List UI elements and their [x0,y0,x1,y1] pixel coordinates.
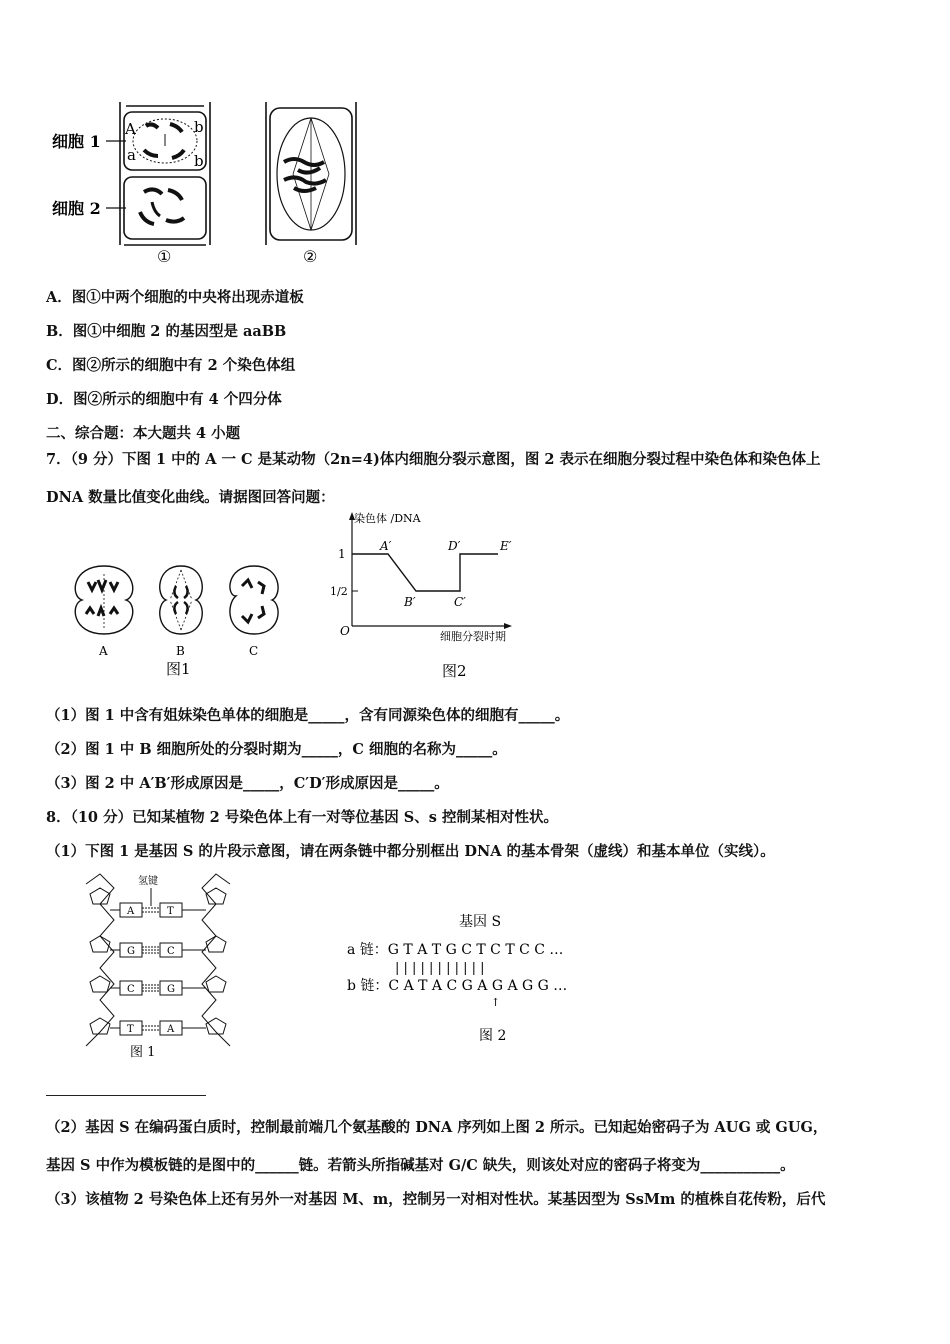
gene-s-title: 基因 S [459,914,502,930]
q7-cell-c-label: C [249,644,259,658]
q7-figure-2 [330,510,530,682]
q7-chart-ylabel: 染色体 /DNA [354,512,421,525]
base-pair-bars: | | | | | | | | | | | [395,961,485,976]
hydrogen-bond-label: 氢键 [138,876,158,887]
gene-label-b-lower: b [194,152,204,170]
q7-figure-1 [66,560,296,680]
q7-chart-ytick-half: 1/2 [330,585,348,598]
q8-figure-2 [345,908,605,1058]
base-3-left: C [127,984,135,995]
base-3-right: G [167,984,175,995]
q7-figure-2-caption: 图2 [442,662,467,680]
base-1-left: A [127,906,135,917]
deletion-arrow: ↑ [491,996,501,1009]
cell-division-drawing [48,100,368,270]
q8-figure-1 [80,870,240,1060]
base-4-left: T [127,1024,134,1035]
q7-cell-a-label: A [99,644,108,658]
q7-chart-point-d: D′ [448,539,461,553]
q8-sub3: （3）该植物 2 号染色体上还有另外一对基因 M、m，控制另一对相对性状。某基因型为 SsMm 的植株自花传粉，后代 [46,1191,826,1208]
q7-chart-xlabel: 细胞分裂时期 [440,630,506,643]
q7-sub1: （1）图 1 中含有姐妹染色单体的细胞是_____，含有同源染色体的细胞有_____。 [46,707,570,724]
q7-chart-point-a: A′ [380,539,392,553]
q7-chart-point-e: E′ [500,539,512,553]
q8-sub2-line1: （2）基因 S 在编码蛋白质时，控制最前端几个氨基酸的 DNA 序列如上图 2 所示。已知起始密码子为 AUG 或 GUG， [46,1119,828,1136]
q8-sub1: （1）下图 1 是基因 S 的片段示意图，请在两条链中都分别框出 DNA 的基本骨架（虚线）和基本单位（实线）。 [46,843,775,860]
gene-label-a: a [127,146,136,164]
q7-sub2: （2）图 1 中 B 细胞所处的分裂时期为_____，C 细胞的名称为_____。 [46,741,507,758]
label-cell-2: 细胞 2 [52,199,101,218]
gene-label-b-upper: b [194,118,204,136]
q7-chart-point-c: C′ [454,595,466,609]
q7-chart-point-b: B′ [404,595,416,609]
caption-panel-1: ① [157,247,172,266]
q7-text-line1-content: 7．（9 分）下图 1 中的 A 一 C 是某动物（2n=4)体内细胞分裂示意图，图 2 表示在细胞分裂过程中染色体和染色体上 [46,451,821,468]
q7-chart-origin: O [340,624,350,638]
base-2-right: C [167,946,175,957]
q7-figure-1-drawing [66,560,296,680]
q7-text-line2: DNA 数量比值变化曲线。请据图回答问题： [46,489,335,506]
gene-label-A: A [125,120,136,138]
separator-line [46,1095,206,1096]
q7-figure-1-caption: 图1 [166,660,191,678]
panel-2 [266,102,356,245]
caption-panel-2: ② [303,247,318,266]
q7-cell-c-outline [230,566,278,634]
label-cell-1: 细胞 1 [52,132,101,151]
b-chain-sequence: b 链：C A T A C G A G A G G … [347,978,568,994]
q8-figure-1-caption: 图 1 [130,1045,156,1060]
q7-cell-b-outline [160,566,202,634]
q7-sub3: （3）图 2 中 A′B′形成原因是_____，C′D′形成原因是_____。 [46,775,449,792]
q6-option-c: C．图②所示的细胞中有 2 个染色体组 [46,357,296,374]
q6-option-d: D．图②所示的细胞中有 4 个四分体 [46,391,282,408]
a-chain-sequence: a 链：G T A T G C T C T C C … [347,942,564,958]
q8-sub2-line2: 基因 S 中作为模板链的是图中的______链。若箭头所指碱基对 G/C 缺失，则该处对应的密码子将变为___________。 [46,1157,795,1174]
section-title: 二、综合题：本大题共 4 小题 [46,425,241,442]
q7-chart-curve [352,554,498,591]
q6-option-a: A．图①中两个细胞的中央将出现赤道板 [46,289,304,306]
q7-chart-ytick-1: 1 [338,547,346,561]
q8-dna-ladder [80,870,240,1060]
base-4-right: A [167,1024,175,1035]
q7-figure-2-chart [330,510,530,682]
base-2-left: G [127,946,135,957]
cell-division-figure-top [48,100,368,270]
q8-text: 8．（10 分）已知某植物 2 号染色体上有一对等位基因 S、s 控制某相对性状。 [46,809,558,826]
base-1-right: T [167,906,174,917]
q8-gene-sequence [345,908,605,1058]
q6-option-b: B．图①中细胞 2 的基因型是 aaBB [46,323,287,340]
q8-figure-2-caption: 图 2 [479,1028,507,1044]
q7-text-line1 [46,448,821,469]
q7-cell-b-label: B [176,644,185,658]
